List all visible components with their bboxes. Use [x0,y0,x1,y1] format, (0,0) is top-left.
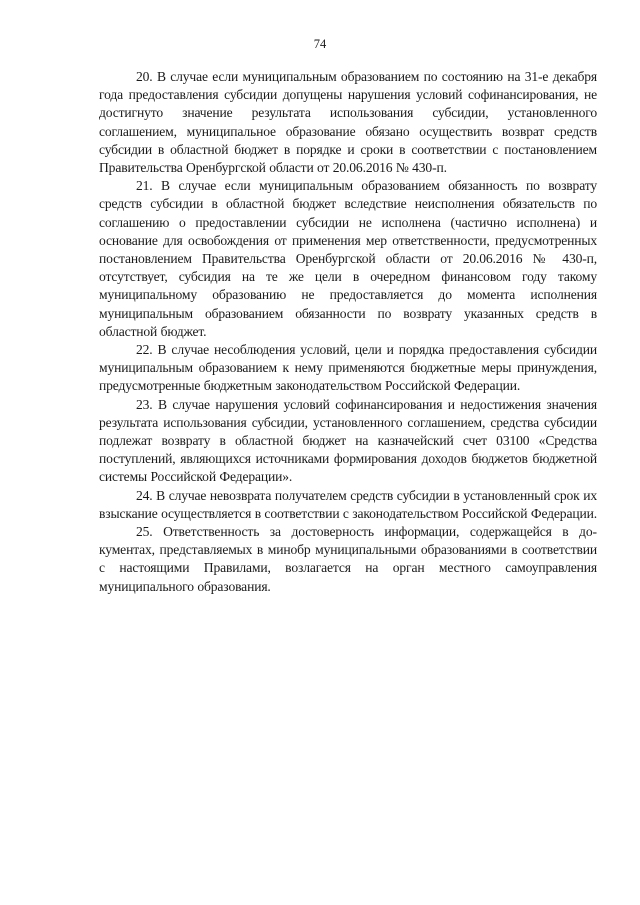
paragraph-25: 25. Ответственность за достоверность информации, содержащейся в документах, представляемых в минобр муниципальными образованиями в соответствии с настоящими Правилами, возлагается на орган местного самоуправления муниципального образования. [99,524,597,594]
paragraph-23: 23. В случае нарушения условий софинансирования и недостижения значения результата использования субсидии, установленного соглашением, средства субсидии подлежат возврату в областной бюджет на казначейский счет 03100 «Средства поступлений, являющихся источниками формирования доходов бюджетов бюджетной системы Российской Федерации». [99,396,597,485]
paragraph-22: 22. В случае несоблюдения условий, цели и порядка предоставления субсидии муниципальным образованием к нему применяются бюджетные меры принуждения, предусмотренные бюджетным законодательством Российской Федерации. [99,342,597,394]
paragraph-24: 24. В случае невозврата получателем средств субсидии в установленный срок их взыскание осуществляется в соответствии с законодательством Российской Федерации. [99,487,597,521]
page-number: 74 [313,37,327,51]
paragraph-20: 20. В случае если муниципальным образованием по состоянию на 31-е декабря года предоставления субсидии допущены нарушения условий софинансирования, не достигнуто значение результата использования субсидии, установленного соглашением, муниципальное образование обязано осуществить возврат средств субсидии в областной бюджет в порядке и сроки в соответствии с постановлением Правительства Оренбургской области от 20.06.2016 № 430-п. [99,69,597,176]
paragraph-21: 21. В случае если муниципальным образованием обязанность по возврату средств субсидии в областной бюджет вследствие неисполнения обязательств по соглашению о предоставлении субсидии не исполнена (частично исполнена) и основание для освобождения от применения мер ответственности, предусмотренных постановлением Правительства Оренбургской области от 20.06.2016 № 430-п, отсутствует, субсидия на те же цели в очередном финансовом году такому муниципальному образованию не предоставляется до момента исполнения муниципальным образованием обязанности по возврату указанных средств в областной бюджет. [99,178,597,339]
document-body [99,68,597,596]
